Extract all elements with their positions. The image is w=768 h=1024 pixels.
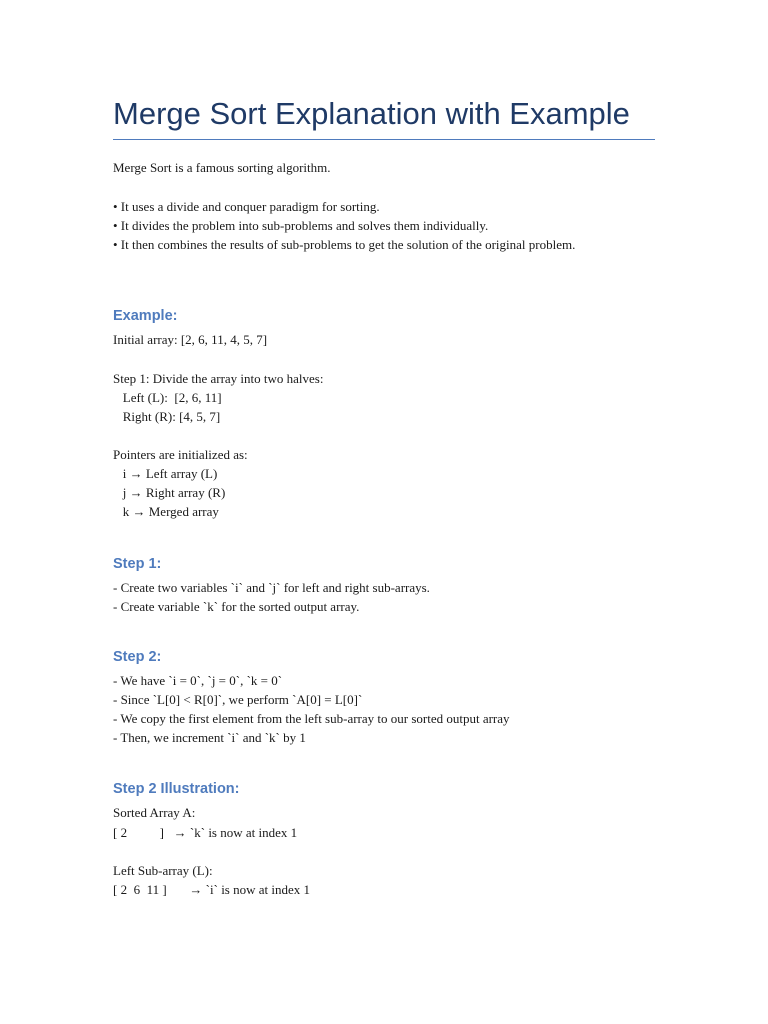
step1-heading: Step 1: [113, 556, 162, 572]
title-divider [113, 139, 655, 140]
illustration-heading: Step 2 Illustration: [113, 781, 240, 797]
initial-array-text: Initial array: [2, 6, 11, 4, 5, 7] [113, 332, 268, 347]
pointers-intro-text: Pointers are initialized as: [113, 447, 248, 462]
bullet-item: • It then combines the results of sub-problems to get the solution of the original problem. [113, 237, 576, 252]
step2-heading: Step 2: [113, 649, 162, 665]
sorted-array-line: [ 2 ] → `k` is now at index 1 [113, 825, 298, 840]
bullet-item: • It uses a divide and conquer paradigm for sorting. [113, 199, 380, 214]
right-half-text: Right (R): [4, 5, 7] [113, 409, 221, 424]
document-title: Merge Sort Explanation with Example [113, 96, 630, 131]
step1-line: - Create two variables `i` and `j` for left and right sub-arrays. [113, 580, 430, 595]
bullet-item: • It divides the problem into sub-problems and solves them individually. [113, 218, 489, 233]
sorted-array-label: Sorted Array A: [113, 805, 196, 820]
left-subarray-label: Left Sub-array (L): [113, 863, 213, 878]
pointer-i-text: i → Left array (L) [113, 466, 218, 481]
pointer-j-text: j → Right array (R) [113, 485, 226, 500]
step2-line: - We have `i = 0`, `j = 0`, `k = 0` [113, 673, 283, 688]
intro-text: Merge Sort is a famous sorting algorithm. [113, 160, 331, 175]
step2-line: - Since `L[0] < R[0]`, we perform `A[0] = L[0]` [113, 692, 363, 707]
step2-line: - Then, we increment `i` and `k` by 1 [113, 730, 306, 745]
left-half-text: Left (L): [2, 6, 11] [113, 390, 222, 405]
step1-divide-text: Step 1: Divide the array into two halves: [113, 371, 324, 386]
step1-line: - Create variable `k` for the sorted output array. [113, 599, 360, 614]
example-heading: Example: [113, 308, 178, 324]
step2-line: - We copy the first element from the left sub-array to our sorted output array [113, 711, 510, 726]
left-subarray-line: [ 2 6 11 ] → `i` is now at index 1 [113, 882, 311, 897]
pointer-k-text: k → Merged array [113, 504, 219, 519]
